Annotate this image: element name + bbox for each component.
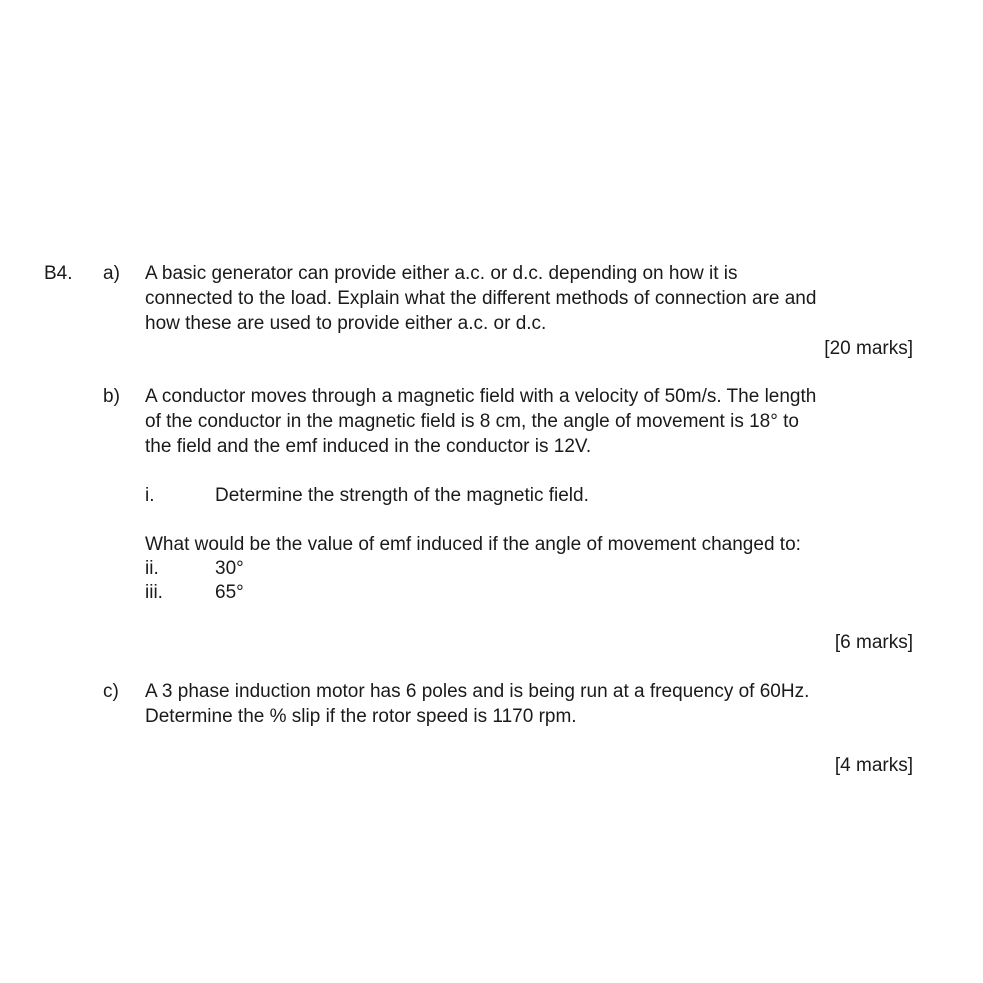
part-b-sub-iii-text: 65° [215, 582, 244, 603]
part-a-line-3: how these are used to provide either a.c. or d.c. [145, 313, 547, 334]
part-a-label: a) [103, 263, 120, 284]
part-b-sub-ii-number: ii. [145, 558, 159, 579]
part-b-sub-i-number: i. [145, 485, 155, 506]
part-a-line-1: A basic generator can provide either a.c. or d.c. depending on how it is [145, 263, 738, 284]
part-b-sub-ii-text: 30° [215, 558, 244, 579]
part-b-sub-i-text: Determine the strength of the magnetic field. [215, 485, 589, 506]
part-b-line-1: A conductor moves through a magnetic field with a velocity of 50m/s. The length [145, 386, 817, 407]
part-b-line-2: of the conductor in the magnetic field is 8 cm, the angle of movement is 18° to [145, 411, 799, 432]
part-b-follow-up: What would be the value of emf induced if the angle of movement changed to: [145, 534, 801, 555]
part-b-marks: [6 marks] [834, 632, 913, 653]
part-c-line-2: Determine the % slip if the rotor speed is 1170 rpm. [145, 706, 577, 727]
part-c-marks: [4 marks] [834, 755, 913, 776]
part-a-line-2: connected to the load. Explain what the different methods of connection are and [145, 288, 817, 309]
part-b-sub-iii-number: iii. [145, 582, 163, 603]
part-b-line-3: the field and the emf induced in the conductor is 12V. [145, 436, 592, 457]
part-c-line-1: A 3 phase induction motor has 6 poles and is being run at a frequency of 60Hz. [145, 681, 810, 702]
part-b-label: b) [103, 386, 120, 407]
part-a-marks: [20 marks] [824, 338, 913, 359]
question-number: B4. [44, 263, 73, 284]
part-c-label: c) [103, 681, 119, 702]
